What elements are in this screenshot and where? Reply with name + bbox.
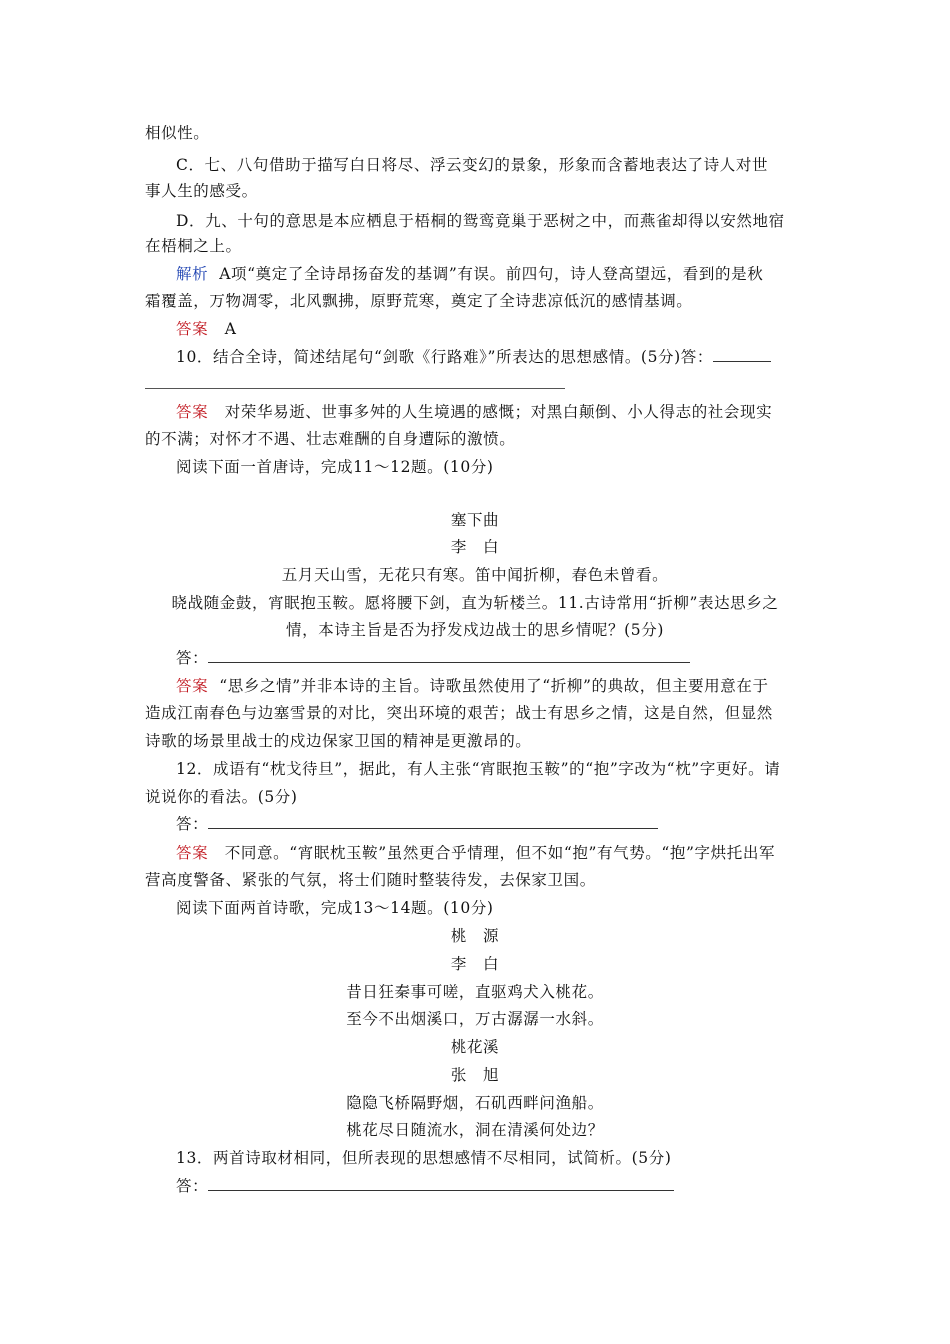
q9-option-d-cont: 在梧桐之上。 <box>145 237 242 255</box>
poem3-title: 桃花溪 <box>450 1038 500 1056</box>
q12-answer <box>176 842 775 864</box>
poem3-line2: 桃花尽日随流水，洞在清溪何处边？ <box>346 1121 604 1139</box>
q9-option-d: D．九、十句的意思是本应栖息于梧桐的鸳鸾竟巢于恶树之中，而燕雀却得以安然地宿 <box>176 212 785 230</box>
q9-option-c-cont: 事人生的感受。 <box>145 182 258 200</box>
poem1-line1: 五月天山雪，无花只有寒。笛中闻折柳，春色未曾看。 <box>281 566 669 584</box>
poem2-author: 李 白 <box>450 955 500 973</box>
q13-question: 13．两首诗取材相同，但所表现的思想感情不尽相同，试简析。(5分) <box>176 1149 672 1167</box>
poem2-line2: 至今不出烟溪口，万古潺潺一水斜。 <box>346 1010 604 1028</box>
answer-prefix: 答： <box>176 1177 209 1195</box>
answer-blank[interactable] <box>208 648 690 663</box>
q10-answer-cont: 的不满；对怀才不遇、壮志难酬的自身遭际的激愤。 <box>145 430 516 448</box>
q11-answer <box>176 675 769 697</box>
answer-blank[interactable] <box>713 347 771 362</box>
q10-question <box>176 346 771 368</box>
answer-blank-line[interactable] <box>145 388 565 389</box>
answer-label: 答案 <box>176 844 209 862</box>
analysis-label: 解析 <box>176 265 209 283</box>
answer-label: 答案 <box>176 403 209 421</box>
q9-analysis <box>176 263 763 285</box>
q10-question-text: 10．结合全诗，简述结尾句“剑歌《行路难》”所表达的思想感情。(5分)答： <box>176 348 713 366</box>
q12-answer-cont: 营高度警备、紧张的气氛，将士们随时整装待发，去保家卫国。 <box>145 871 596 889</box>
q9-line-end: 相似性。 <box>145 124 210 142</box>
q9-option-c: C．七、八句借助于描写白日将尽、浮云变幻的景象，形象而含蓄地表达了诗人对世 <box>176 156 769 174</box>
answer-text: A <box>224 320 237 338</box>
answer-text: “思乡之情”并非本诗的主旨。诗歌虽然使用了“折柳”的典故，但主要用意在于 <box>219 677 769 695</box>
answer-label: 答案 <box>176 677 209 695</box>
q13-answer-prompt <box>176 1175 674 1197</box>
poem3-author: 张 旭 <box>450 1066 500 1084</box>
poem1-title: 塞下曲 <box>450 511 500 529</box>
answer-prefix: 答： <box>176 649 209 667</box>
poem1-line3: 情，本诗主旨是否为抒发戍边战士的思乡情呢？(5分) <box>286 621 664 639</box>
answer-text: 不同意。“宵眠枕玉鞍”虽然更合乎情理，但不如“抱”有气势。“抱”字烘托出军 <box>224 844 776 862</box>
answer-text: 对荣华易逝、世事多舛的人生境遇的感慨；对黑白颠倒、小人得志的社会现实 <box>224 403 773 421</box>
answer-prefix: 答： <box>176 815 209 833</box>
q11-answer-cont: 造成江南春色与边塞雪景的对比，突出环境的艰苦；战士有思乡之情，这是自然，但显然 <box>145 704 773 722</box>
q9-analysis-cont: 霜覆盖，万物凋零，北风飘拂，原野荒寒，奠定了全诗悲凉低沉的感情基调。 <box>145 292 693 310</box>
q10-answer <box>176 401 772 423</box>
poem2-line1: 昔日狂秦事可嗟，直驱鸡犬入桃花。 <box>346 983 604 1001</box>
poem3-line1: 隐隐飞桥隔野烟，石矶西畔问渔船。 <box>346 1094 604 1112</box>
answer-blank[interactable] <box>208 1176 674 1191</box>
q9-answer <box>176 318 237 340</box>
intro-13-14: 阅读下面两首诗歌，完成13～14题。(10分) <box>176 899 494 917</box>
poem2-title: 桃 源 <box>450 927 500 945</box>
poem1-line2: 晓战随金鼓，宵眠抱玉鞍。愿将腰下剑，直为斩楼兰。11.古诗常用“折柳”表达思乡之 <box>171 594 779 612</box>
q11-answer-prompt <box>176 647 690 669</box>
poem1-author: 李 白 <box>450 538 500 556</box>
q12-question-cont: 说说你的看法。(5分) <box>145 788 298 806</box>
analysis-text: A项“奠定了全诗昂扬奋发的基调”有误。前四句，诗人登高望远，看到的是秋 <box>219 265 764 283</box>
q12-question: 12．成语有“枕戈待旦”，据此，有人主张“宵眠抱玉鞍”的“抱”字改为“枕”字更好。请 <box>176 760 781 778</box>
intro-11-12: 阅读下面一首唐诗，完成11～12题。(10分) <box>176 458 494 476</box>
answer-label: 答案 <box>176 320 209 338</box>
answer-blank[interactable] <box>208 814 658 829</box>
q12-answer-prompt <box>176 813 658 835</box>
q11-answer-cont: 诗歌的场景里战士的戍边保家卫国的精神是更激昂的。 <box>145 732 532 750</box>
